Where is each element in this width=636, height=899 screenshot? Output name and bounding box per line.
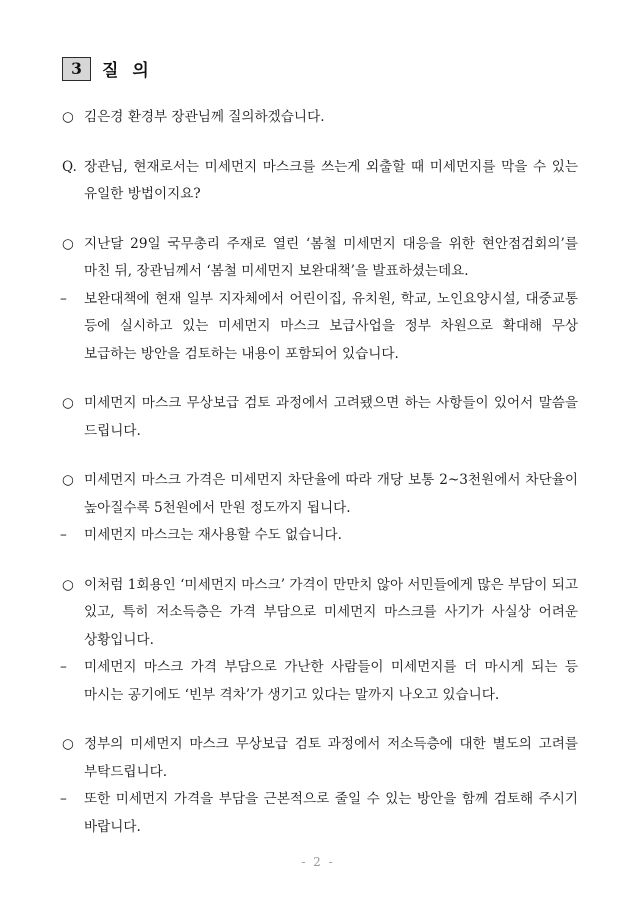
list-marker: – [60, 290, 67, 307]
paragraph [62, 572, 578, 655]
paragraph [62, 231, 578, 286]
list-marker: ○ [62, 235, 74, 252]
text-block [62, 467, 578, 550]
paragraph-text: 미세먼지 마스크 가격 부담으로 가난한 사람들이 미세먼지를 더 마시게 되는 등 마시는 공기에도 ‘빈부 격차’가 생기고 있다는 말까지 나오고 있습니다. [84, 659, 578, 703]
text-block [62, 572, 578, 710]
paragraph-text: 이처럼 1회용인 ‘미세먼지 마스크’ 가격이 만만치 않아 서민들에게 많은 부담이 되고 있고, 특히 저소득층은 가격 부담으로 미세먼지 마스크를 사기가 사실상 어려운 상황입니다. [84, 576, 578, 648]
paragraph [62, 286, 578, 369]
text-block [62, 390, 578, 445]
list-marker: ○ [62, 576, 74, 593]
paragraph [62, 467, 578, 522]
list-marker: ○ [62, 395, 74, 411]
paragraph-text: 지난달 29일 국무총리 주재로 열린 ‘봄철 미세먼지 대응을 위한 현안점검회의’를 마친 뒤, 장관님께서 ‘봄철 미세먼지 보완대책’을 발표하셨는데요. [84, 235, 578, 279]
paragraph-text: 장관님, 현재로서는 미세먼지 마스크를 쓰는게 외출할 때 미세먼지를 막을 수 있는 유일한 방법이지요? [84, 158, 578, 202]
paragraph [62, 390, 578, 445]
section-title: 질 의 [102, 61, 153, 81]
section-number-box: 3 [62, 57, 91, 81]
list-marker: Q. [62, 158, 77, 175]
paragraph-text: 보완대책에 현재 일부 지자체에서 어린이집, 유치원, 학교, 노인요양시설, 대중교통 등에 실시하고 있는 미세먼지 마스크 보급사업을 정부 차원으로 확대해 무상 보급하는 방안을 검토하는 내용이 포함되어 있습니다. [84, 290, 578, 362]
list-marker: – [60, 527, 67, 543]
paragraph-text: 또한 미세먼지 가격을 부담을 근본적으로 줄일 수 있는 방안을 함께 검토해 주시기 바랍니다. [84, 791, 578, 835]
text-block [62, 231, 578, 369]
paragraph [62, 522, 578, 550]
text-block [62, 104, 578, 132]
paragraph-text: 미세먼지 마스크는 재사용할 수도 없습니다. [84, 527, 342, 543]
list-marker: – [60, 791, 67, 807]
document-body [62, 104, 578, 841]
text-block [62, 154, 578, 209]
page-number-footer: - 2 - [301, 855, 335, 869]
paragraph [62, 654, 578, 709]
paragraph [62, 104, 578, 132]
list-marker: – [60, 659, 67, 675]
paragraph-text: 김은경 환경부 장관님께 질의하겠습니다. [84, 109, 325, 125]
paragraph-text: 미세먼지 마스크 가격은 미세먼지 차단율에 따라 개당 보통 2~3천원에서 차단율이 높아질수록 5천원에서 만원 정도까지 됩니다. [84, 472, 578, 516]
paragraph [62, 154, 578, 209]
text-block [62, 731, 578, 841]
paragraph [62, 786, 578, 841]
paragraph [62, 731, 578, 786]
paragraph-text: 미세먼지 마스크 무상보급 검토 과정에서 고려됐으면 하는 사항들이 있어서 말씀을 드립니다. [84, 395, 578, 439]
section-heading [62, 56, 153, 81]
paragraph-text: 정부의 미세먼지 마스크 무상보급 검토 과정에서 저소득층에 대한 별도의 고려를 부탁드립니다. [84, 736, 578, 780]
list-marker: ○ [62, 472, 74, 488]
list-marker: ○ [62, 736, 74, 752]
list-marker: ○ [62, 109, 74, 125]
